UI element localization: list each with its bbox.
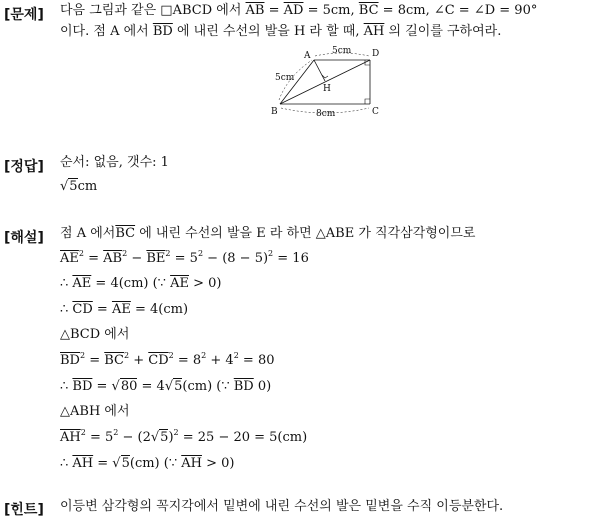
problem-line-1: 다음 그림과 같은 □ABCD 에서 $\overline{AB} = \overline{AD} = 5cm$, $\overline{BC} = 8cm$, ∠C = ∠D = 90° (60, 3, 538, 18)
hint-label: [힌트] (4, 502, 44, 518)
explanation-line-10: ∴ $\overline{AH} = √5(cm)$ (∵ $\overline{AH} > 0$) (60, 456, 235, 471)
explanation-line-9: $\overline{AH}^2 = 5^2 - (2√5)^2 = 25 - 20 = 5(cm)$ (60, 428, 308, 445)
vertex-d: D (372, 49, 380, 59)
explanation-line-4: ∴ $\overline{CD} = \overline{AE} = 4(cm)$ (60, 302, 189, 317)
answer-line-1: 순서: 없음, 갯수: 1 (60, 155, 169, 170)
explanation-label: [해설] (4, 230, 44, 246)
explanation-line-1: 점 A 에서$\overline{BC}$ 에 내린 수선의 발을 E 라 하면 △ABE 가 직각삼각형이므로 (60, 226, 476, 241)
problem-label: [문제] (4, 7, 44, 23)
length-ab: 5cm (275, 73, 295, 83)
explanation-line-8: △ABH 에서 (60, 404, 130, 419)
trapezoid-figure (266, 42, 390, 124)
explanation-line-3: ∴ $\overline{AE} = 4(cm)$ (∵ $\overline{AE} > 0$) (60, 276, 222, 291)
explanation-line-6: $\overline{BD}^2 = \overline{BC}^2 + \overline{CD}^2 = 8^2 + 4^2 = 80$ (60, 351, 275, 368)
length-bc: 8cm (316, 109, 336, 119)
vertex-c: C (372, 107, 379, 117)
problem-line-2: 이다. 점 A 에서 $\overline{BD}$ 에 내린 수선의 발을 H 라 할 때, $\overline{AH}$ 의 길이를 구하여라. (60, 24, 502, 39)
hint-text: 이등변 삼각형의 꼭지각에서 밑변에 내린 수선의 발은 밑변을 수직 이등분한다. (60, 499, 504, 514)
answer-line-2: √5cm (60, 179, 98, 194)
explanation-line-7: ∴ $\overline{BD} = √80 = 4√5(cm)$ (∵ $\overline{BD}$ 0) (60, 379, 272, 394)
explanation-line-5: △BCD 에서 (60, 327, 130, 342)
vertex-h: H (323, 84, 331, 94)
vertex-a: A (304, 51, 311, 61)
answer-label: [정답] (4, 159, 44, 175)
explanation-line-2: $\overline{AE}^2 = \overline{AB}^2 - \overline{BE}^2 = 5^2 - (8 - 5)^2 = 16$ (60, 249, 309, 266)
length-ad: 5cm (332, 46, 352, 56)
vertex-b: B (271, 107, 278, 117)
